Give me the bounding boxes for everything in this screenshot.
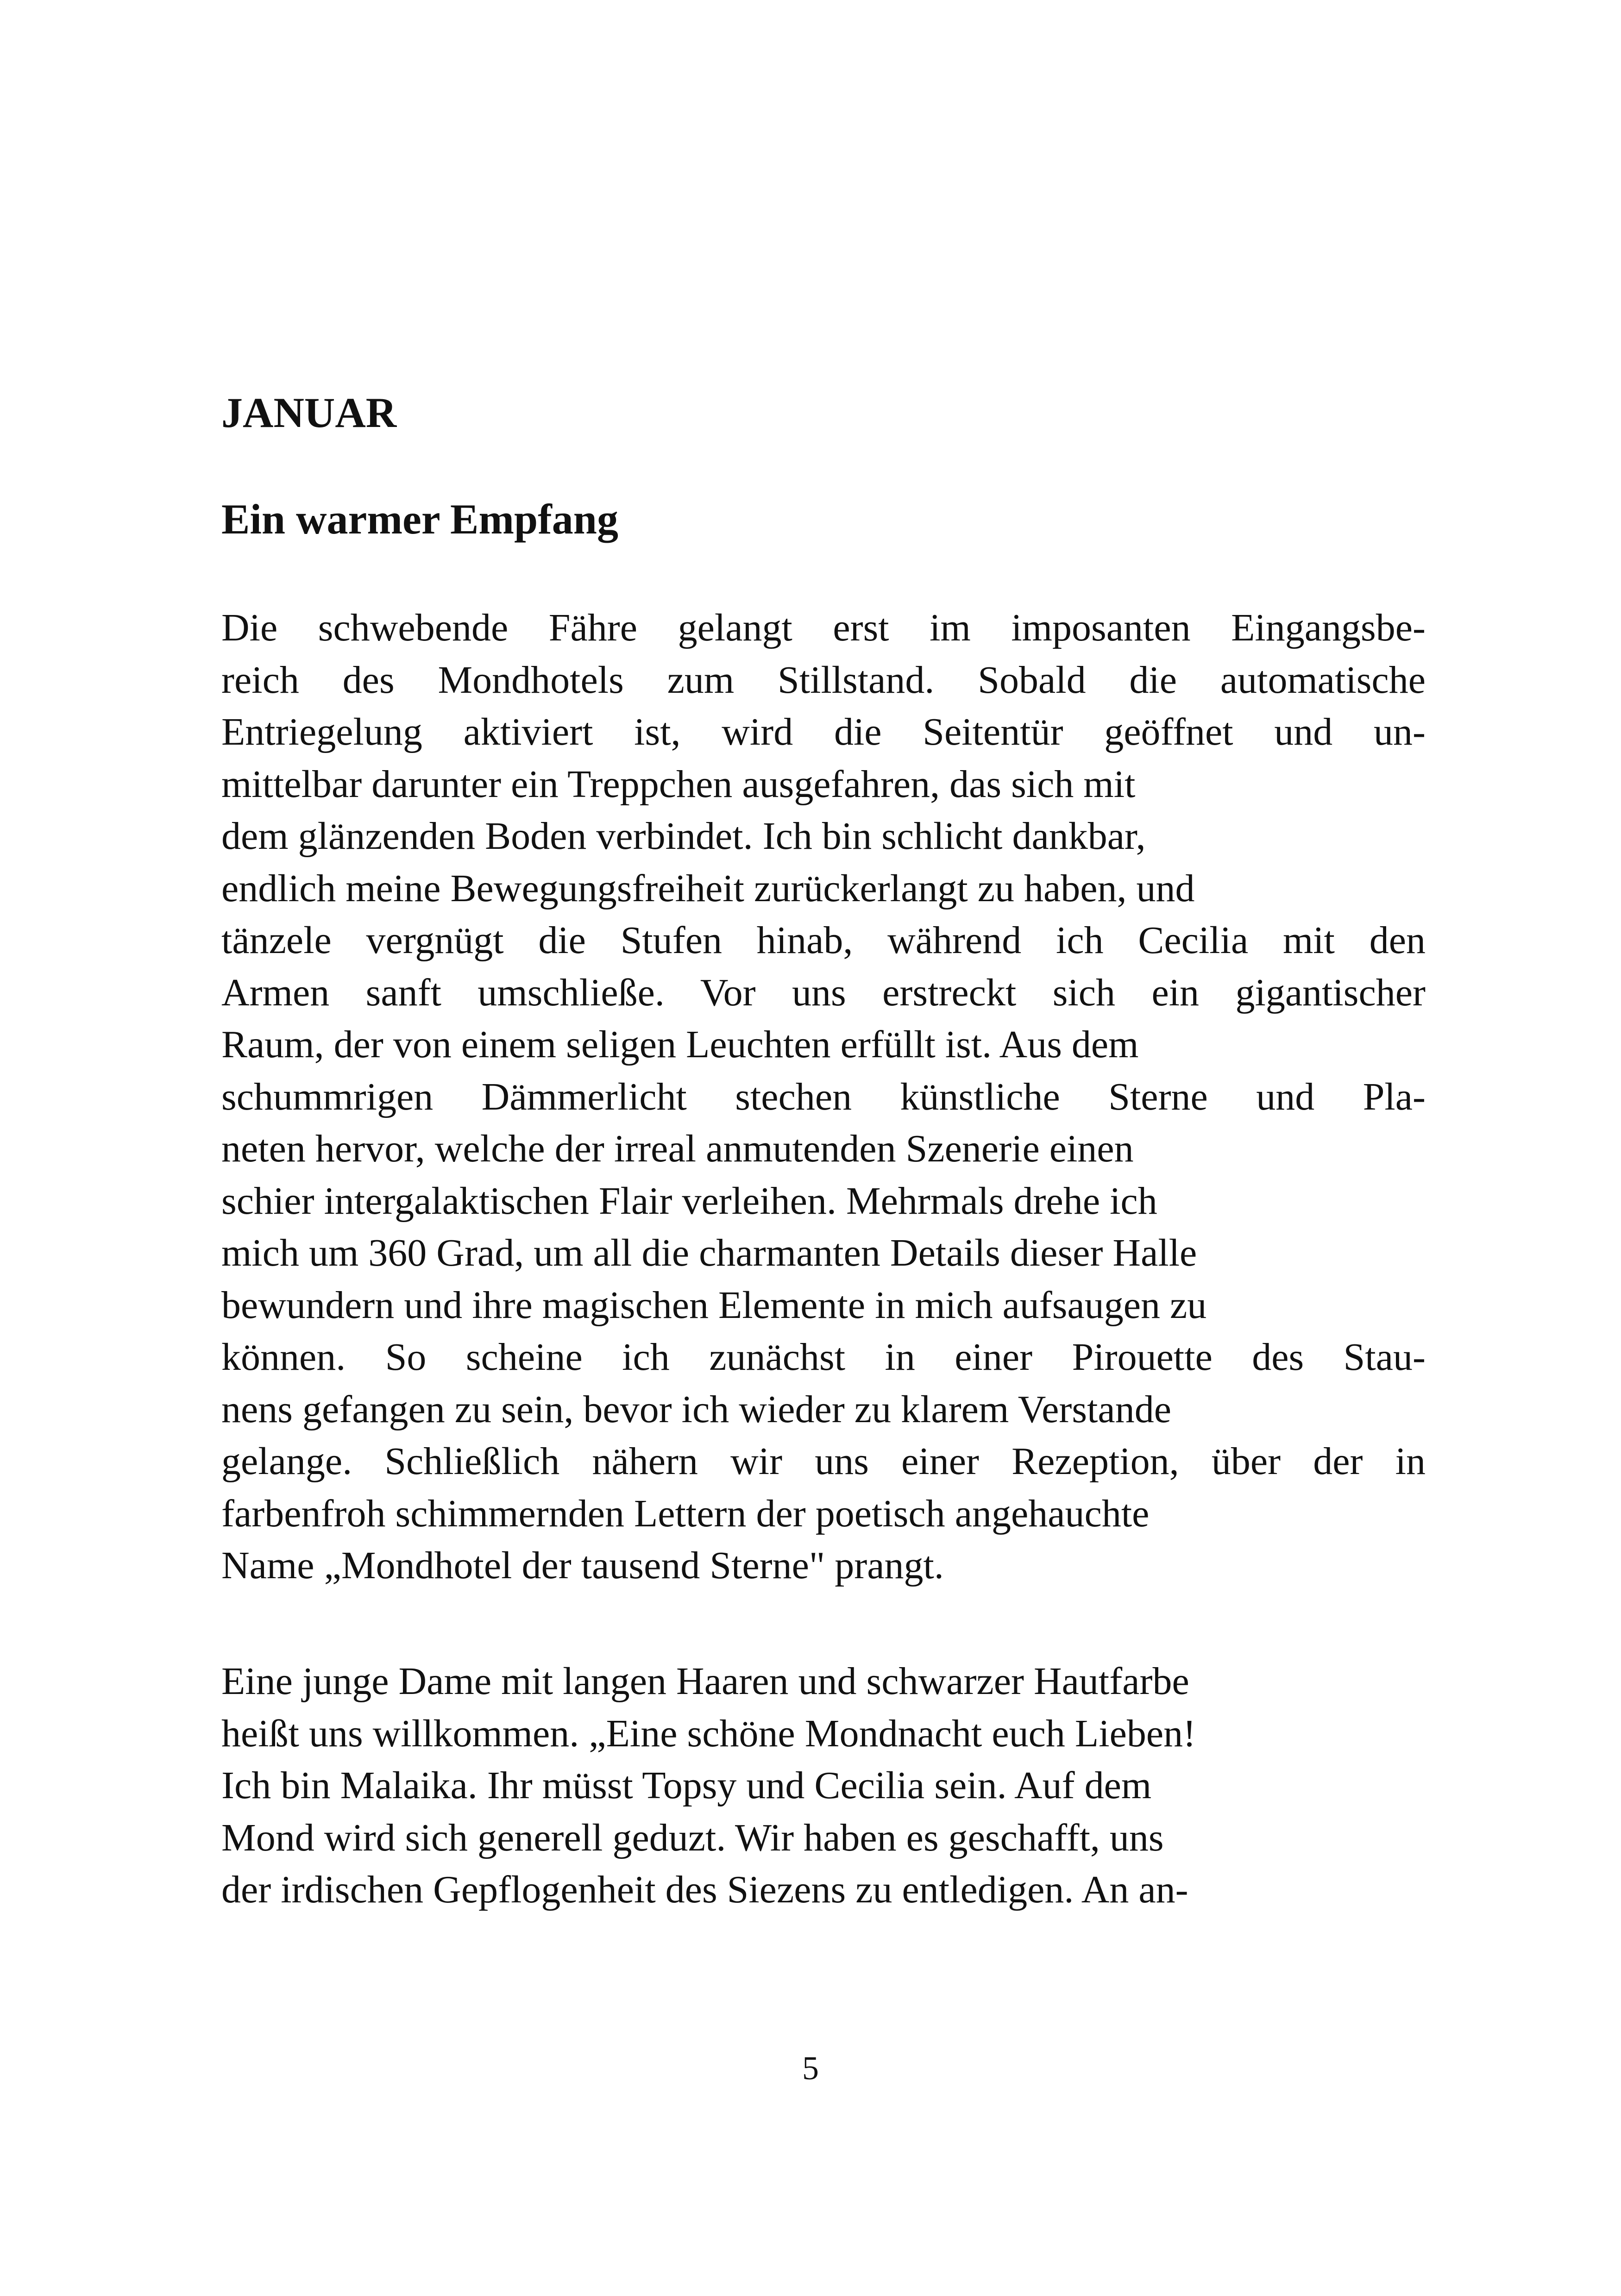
page-number: 5 [802, 2050, 819, 2087]
text-line: Eine junge Dame mit langen Haaren und schwarzer Hautfarbe [221, 1660, 1189, 1703]
paragraph-2 [221, 1656, 1426, 1916]
text-line: mich um 360 Grad, um all die charmanten Details dieser Halle [221, 1231, 1197, 1274]
text-line: können. So scheine ich zunächst in einer Pirouette des Stau- [221, 1336, 1426, 1379]
text-line: bewundern und ihre magischen Elemente in mich aufsaugen zu [221, 1283, 1207, 1327]
text-line: Ich bin Malaika. Ihr müsst Topsy und Cecilia sein. Auf dem [221, 1764, 1152, 1807]
text-line: der irdischen Gepflogenheit des Siezens zu entledigen. An an- [221, 1868, 1188, 1911]
text-line: tänzele vergnügt die Stufen hinab, während ich Cecilia mit den [221, 919, 1426, 962]
text-line: schummrigen Dämmerlicht stechen künstliche Sterne und Pla- [221, 1075, 1426, 1118]
text-line: nens gefangen zu sein, bevor ich wieder zu klarem Verstande [221, 1387, 1171, 1431]
text-line: farbenfroh schimmernden Lettern der poetisch angehauchte [221, 1492, 1150, 1535]
text-line: neten hervor, welche der irreal anmutenden Szenerie einen [221, 1127, 1134, 1170]
text-line: gelange. Schließlich nähern wir uns einer Rezeption, über der in [221, 1440, 1426, 1483]
chapter-heading: JANUAR [221, 389, 397, 436]
text-line: Entriegelung aktiviert ist, wird die Seitentür geöffnet und un- [221, 710, 1426, 753]
paragraph-1 [221, 602, 1426, 1592]
section-title: Ein warmer Empfang [221, 496, 618, 543]
text-line: reich des Mondhotels zum Stillstand. Sobald die automatische [221, 658, 1426, 702]
text-line: Armen sanft umschließe. Vor uns erstreckt sich ein gigantischer [221, 971, 1426, 1014]
text-line: Die schwebende Fähre gelangt erst im imposanten Eingangsbe- [221, 606, 1426, 649]
text-line: Raum, der von einem seligen Leuchten erfüllt ist. Aus dem [221, 1023, 1139, 1066]
text-line: dem glänzenden Boden verbindet. Ich bin schlicht dankbar, [221, 815, 1146, 858]
text-line: Mond wird sich generell geduzt. Wir haben es geschafft, uns [221, 1816, 1164, 1859]
text-line: heißt uns willkommen. „Eine schöne Mondnacht euch Lieben! [221, 1712, 1196, 1755]
text-line: schier intergalaktischen Flair verleihen. Mehrmals drehe ich [221, 1179, 1157, 1223]
text-line: Name „Mondhotel der tausend Sterne" prangt. [221, 1544, 944, 1587]
text-line: endlich meine Bewegungsfreiheit zurückerlangt zu haben, und [221, 866, 1195, 910]
text-line: mittelbar darunter ein Treppchen ausgefahren, das sich mit [221, 762, 1136, 806]
